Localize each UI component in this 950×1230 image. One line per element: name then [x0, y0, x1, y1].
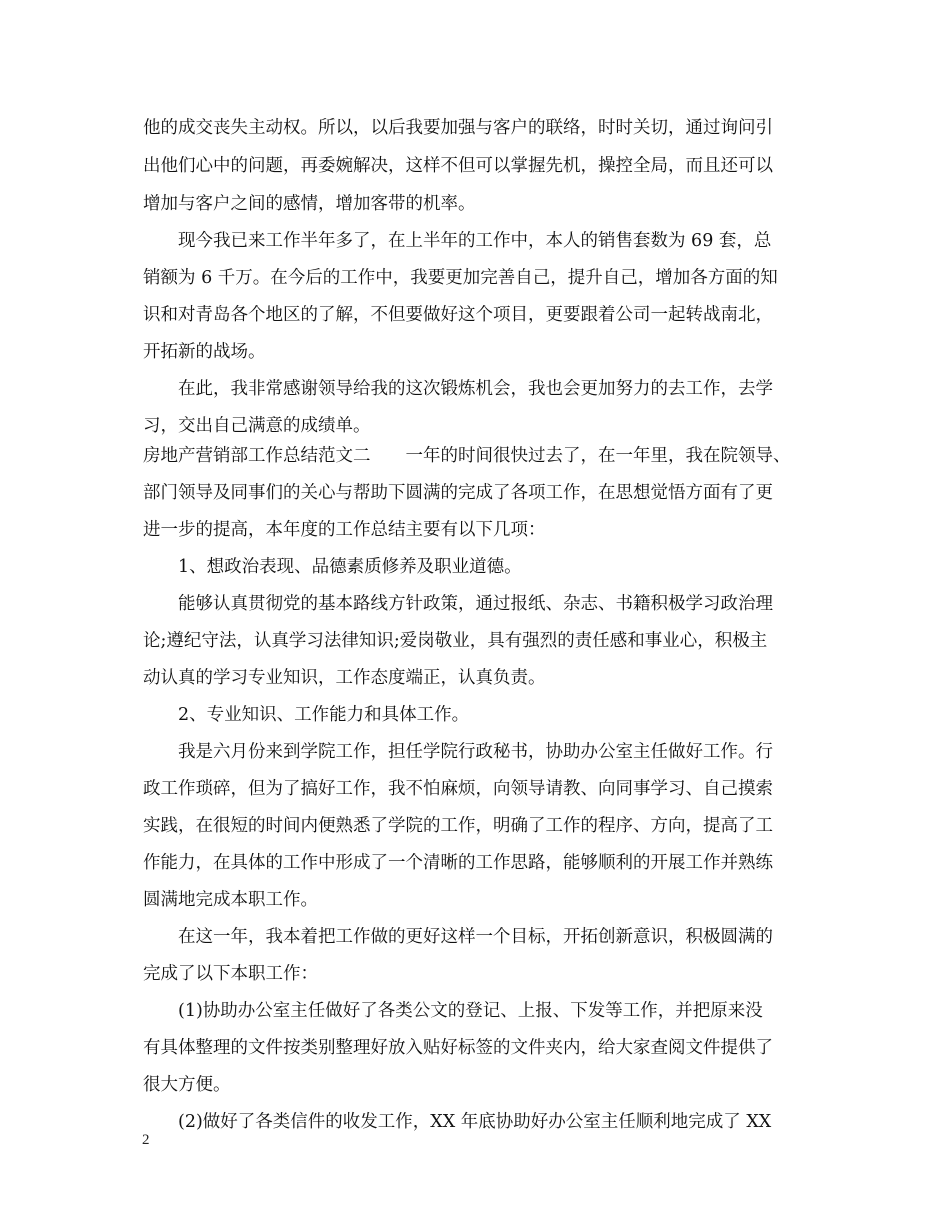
section-title-line: 房地产营销部工作总结范文二 一年的时间很快过去了，在一年里，我在院领导、: [143, 446, 791, 466]
text-line: 出他们心中的问题，再委婉解决，这样不但可以掌握先机，操控全局，而且还可以: [143, 156, 773, 176]
text-line: 圆满地完成本职工作。: [143, 890, 318, 910]
heading-line: 1、想政治表现、品德素质修养及职业道德。: [178, 557, 522, 577]
text-line: 政工作琐碎，但为了搞好工作，我不怕麻烦，向领导请教、向同事学习、自己摸索: [143, 779, 773, 799]
text-line: 开拓新的战场。: [143, 342, 266, 362]
text-line: 实践，在很短的时间内便熟悉了学院的工作，明确了工作的程序、方向，提高了工: [143, 816, 773, 836]
text-line: 很大方便。: [143, 1075, 231, 1095]
text-line: 完成了以下本职工作：: [143, 964, 318, 984]
text-line: 现今我已来工作半年多了，在上半年的工作中，本人的销售套数为 69 套，总: [178, 231, 772, 251]
text-line: 在这一年，我本着把工作做的更好这样一个目标，开拓创新意识，积极圆满的: [178, 927, 773, 947]
text-line: 增加与客户之间的感情，增加客带的机率。: [143, 194, 476, 214]
text-line: 销额为 6 千万。在今后的工作中，我要更加完善自己，提升自己，增加各方面的知: [143, 268, 778, 288]
text-line: 习，交出自己满意的成绩单。: [143, 416, 371, 436]
text-line: 能够认真贯彻党的基本路线方针政策，通过报纸、杂志、书籍积极学习政治理: [178, 594, 773, 614]
text-line: 我是六月份来到学院工作，担任学院行政秘书，协助办公室主任做好工作。行: [178, 742, 773, 762]
text-line: 识和对青岛各个地区的了解，不但要做好这个项目，更要跟着公司一起转战南北，: [143, 305, 773, 325]
text-line: 有具体整理的文件按类别整理好放入贴好标签的文件夹内，给大家查阅文件提供了: [143, 1038, 773, 1058]
text-line: 论;遵纪守法，认真学习法律知识;爱岗敬业，具有强烈的责任感和事业心，积极主: [143, 631, 768, 651]
text-line: 部门领导及同事们的关心与帮助下圆满的完成了各项工作，在思想觉悟方面有了更: [143, 483, 773, 503]
text-line: 他的成交丧失主动权。所以，以后我要加强与客户的联络，时时关切，通过询问引: [143, 118, 773, 138]
page-number: 2: [142, 1132, 150, 1148]
text-line: (1)协助办公室主任做好了各类公文的登记、上报、下发等工作，并把原来没: [178, 1001, 763, 1021]
text-line: 动认真的学习专业知识，工作态度端正，认真负责。: [143, 668, 546, 688]
text-line: 作能力，在具体的工作中形成了一个清晰的工作思路，能够顺利的开展工作并熟练: [143, 853, 773, 873]
text-line: (2)做好了各类信件的收发工作，XX 年底协助好办公室主任顺利地完成了 XX: [178, 1112, 772, 1132]
heading-line: 2、专业知识、工作能力和具体工作。: [178, 705, 470, 725]
text-line: 在此，我非常感谢领导给我的这次锻炼机会，我也会更加努力的去工作，去学: [178, 379, 773, 399]
text-line: 进一步的提高，本年度的工作总结主要有以下几项：: [143, 520, 546, 540]
